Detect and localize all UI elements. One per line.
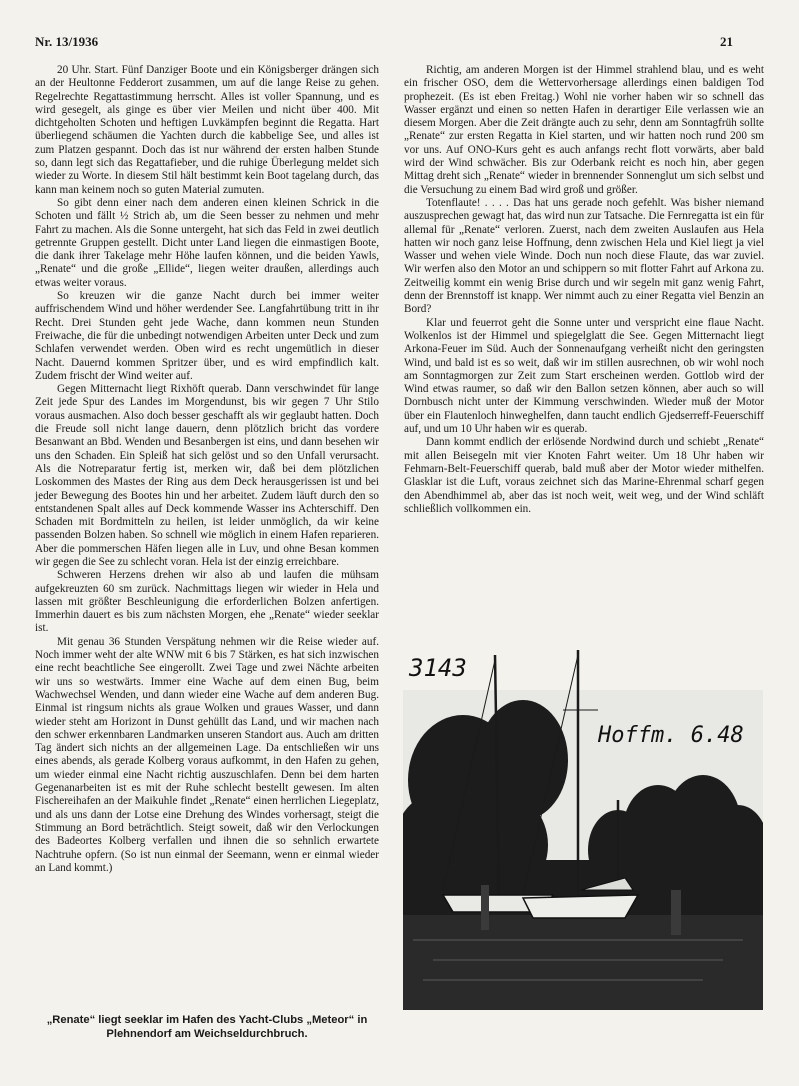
paragraph: Totenflaute! . . . . Das hat uns gerade noch gefehlt. Was bisher niemand auszusprechen gewagt hat, das wird nun zur Tatsache. Die Fernregatta ist ein für allemal für „Renate“ verloren. Zuerst, nach dem zweiten Auslaufen aus Hela hatten wir noch ganz leise Hoffnung, denn zwischen Hela und Kiel liegt ja viel Wasser und wehen viele Winde. Doch nun noch diese Flaute, das war zuviel. Wir werfen also den Motor an und schippern so mit flotter Fahrt auf Arkona zu. Zeitweilig kommt ein wenig Brise durch und wir segeln mit ganz wenig Fahrt, denn der Brennstoff ist knapp. Wer nimmt auch zu einer Regatta viel Benzin an Bord? bbox=[404, 196, 764, 316]
page-number: 21 bbox=[720, 34, 733, 49]
paragraph: Schweren Herzens drehen wir also ab und laufen die mühsam aufgekreuzten 60 sm zurück. Nachmittags liegen wir wieder in Hela und lassen mit größter Beschleunigung die erforderlichen Bolzen anfertigen. Immerhin dauert es bis zum nächsten Morgen, ehe „Renate“ wieder seeklar ist. bbox=[35, 569, 379, 635]
paragraph: So gibt denn einer nach dem anderen einen kleinen Schrick in die Schoten und fällt ½ Strich ab, um die Seen besser zu nehmen und mehr Fahrt zu machen. Als die Sonne untergeht, hat sich das Feld in zwei deutlich getrennte Gruppen gestellt. Dicht unter Land liegen die einmastigen Boote, die dank ihrer Takelage mehr Höhe laufen können, und die beiden Yawls, „Renate“ und die große „Ellide“, liegen weiter draußen, allerdings auch etwas weiter voraus. bbox=[35, 196, 379, 289]
yacht-hull bbox=[523, 895, 638, 918]
paragraph: So kreuzen wir die ganze Nacht durch bei immer weiter auffrischendem Wind und höher werdender See. Langfahrtübung tritt in ihr Recht. Drei Stunden geht jede Wache, dann kommen neun Stunden Freiwache, die für die unbedingt notwendigen Arbeiten unter Deck und zum Schlafen verwendet werden. Oben wird es recht ungemütlich in dieser Nacht. Dauernd kommen Spritzer über, und es wird empfindlich kalt. Zudem frischt der Wind weiter auf. bbox=[35, 290, 379, 382]
photo-caption: „Renate“ liegt seeklar im Hafen des Yacht-Clubs „Meteor“ in Plehnendorf am Weichseldurchbruch. bbox=[46, 1014, 368, 1040]
paragraph: 20 Uhr. Start. Fünf Danziger Boote und ein Königsberger drängen sich an der Heultonne Fedderort zusammen, um auf die lange Reise zu gehen. Regelrechte Regattastimmung herrscht. Alles ist voller Spannung, und es wird gesegelt, als ginge es über vier Meilen und nicht über 400. Mit dichtgeholten Schoten und heftigen Luvkämpfen beginnt die Regatta. Hart überliegend schäumen die Yachten durch die kabbelige See, und alles ist zum Platzen gespannt. Doch das ist nur während der ersten halben Stunde so, dann legt sich das Regattafieber, und die ruhige Überlegung meldet sich wieder zu Worte. In diesem Stil hält bestimmt kein Boot tagelang durch, das kann man keinem noch so guten Material zumuten. bbox=[35, 64, 379, 196]
article-column-right bbox=[404, 64, 764, 516]
article-column-left bbox=[35, 64, 379, 875]
yacht-photo bbox=[403, 650, 763, 1010]
paragraph: Richtig, am anderen Morgen ist der Himmel strahlend blau, und es weht ein frischer OSO, dem die Wettervorhersage allerdings einen baldigen Tod prophezeit. (Es ist eben Freitag.) Wohl nie vorher haben wir so schnell das Wasser ergänzt und einen so netten Hafen in derartiger Eile verlassen wie an diesem Morgen. Aber die Zeit drängte auch zu sehr, denn am Sonntagfrüh sollte „Renate“ zur ersten Regatta in Kiel starten, und wir hatten noch rund 200 sm vor uns. Auf ONO-Kurs geht es auch anfangs recht flott vorwärts, aber bald wird der Wind schwächer. Bis zur Oderbank reicht es noch hin, aber gegen Mittag dreht sich „Renate“ wieder in brennender Sonnenglut um sich selbst und die Versuchung zu einem Bad wird groß und größer. bbox=[404, 64, 764, 196]
photo-water bbox=[403, 915, 763, 1010]
paragraph: Dann kommt endlich der erlösende Nordwind durch und schiebt „Renate“ mit allen Beisegeln mit vier Knoten Fahrt weiter. Um 18 Uhr haben wir Fehmarn-Belt-Feuerschiff querab, bald muß aber der Motor wieder mithelfen. Glasklar ist die Luft, voraus zeichnet sich das Marine-Ehrenmal scharf gegen den Abendhimmel ab, aber das ist noch weit, weit weg, und der Wind schläft schließlich vollkommen ein. bbox=[404, 436, 764, 515]
paragraph: Gegen Mitternacht liegt Rixhöft querab. Dann verschwindet für lange Zeit jede Spur des Landes im Morgendunst, bis wir gegen 7 Uhr Stilo voraus ausmachen. Also doch besser geschafft als wir geglaubt hatten. Doch die Freude soll nicht lange dauern, denn plötzlich bricht das vordere Besanwant an Bbd. Wenden und Besanbergen ist eins, und dann besehen wir uns den Schaden. Ein Spleiß hat sich gelöst und so den Unfall verursacht. Als die Notreparatur fertig ist, merken wir, daß bei dem plötzlichen Loskommen des Mastes der Ring aus dem Deck herausgerissen ist und bei jeder Bewegung des Bootes hin und her arbeitet. Zudem läuft durch den so entstandenen Spalt alles auf Deck kommende Wasser ins Achterschiff. Den Schaden mit Bordmitteln zu heilen, ist leider unmöglich, da wir keine passenden Bolzen haben. So schnell wie möglich in einem Hafen reparieren. Aber die pommerschen Häfen liegen alle in Luv, und ohne Besan kommen wir gegen die See zu schlecht voran. Hela ist der einzig erreichbare. bbox=[35, 383, 379, 568]
paragraph: Klar und feuerrot geht die Sonne unter und verspricht eine flaue Nacht. Wolkenlos ist der Himmel und spiegelglatt die See. Gegen Mitternacht liegt Arkona-Feuer im Süd. Auch der Sonnenaufgang verheißt nicht den geringsten Wind, und bald ist es so weit, daß wir im stillen ausrechnen, ob wir wohl noch am Sonntagmorgen zur Zeit zum Start erscheinen werden. Gottlob wird der Wind etwas raumer, so daß wir den Ballon setzen können, aber auch so will Dornbusch nicht unter der Kimmung verschwinden. Wieder muß der Motor über ein Flautenloch hinweghelfen, dann taucht endlich Gjedserreff-Feuerschiff auf, und um 10 Uhr haben wir es querab. bbox=[404, 316, 764, 436]
handwritten-archive-number: 3143 bbox=[409, 654, 467, 682]
issue-number: Nr. 13/1936 bbox=[35, 34, 99, 49]
handwritten-note: Hoffm. 6.48 bbox=[598, 723, 744, 748]
paragraph: Mit genau 36 Stunden Verspätung nehmen wir die Reise wieder auf. Noch immer weht der alte WNW mit 6 bis 7 Stärken, es hat sich inzwischen eine recht beachtliche See eingerollt. Zwei Tage und zwei Nächte arbeiten wir uns so westwärts. Immer eine Wache auf dem einen Bug, beim Wachwechsel Wenden, und dann wieder eine Wache auf dem anderen Bug. Einmal ist ringsum nichts als graue Wolken und graues Wasser, und dann wieder steht am Horizont in Dunst gehüllt das Land, und wir machen nach den schwer erkennbaren Landmarken unseren Standort aus. Auch am dritten Tag ändert sich nichts an der allgemeinen Lage. Da entschließen wir uns eines abends, als gerade Kolberg voraus aufkommt, in den Hafen zu gehen, um wieder einmal eine Nacht richtig auszuschlafen. Denn bei dem harten Gegenanarbeiten ist es mit der Ruhe schlecht bestellt gewesen. Im alten Fischereihafen an der Maikuhle findet „Renate“ einen herrlichen Liegeplatz, und als uns dann der Lotse eine Drehung des Windes vorhersagt, steigt die Stimmung an Bord beträchtlich. Steigt soweit, daß wir den Verlockungen des Badeortes Kolberg verfallen und ihnen die so sehnlich erwartete Nachtruhe opfern. (So ist nun einmal der Seemann, wenn er einmal wieder an Land kommt.) bbox=[35, 635, 379, 874]
